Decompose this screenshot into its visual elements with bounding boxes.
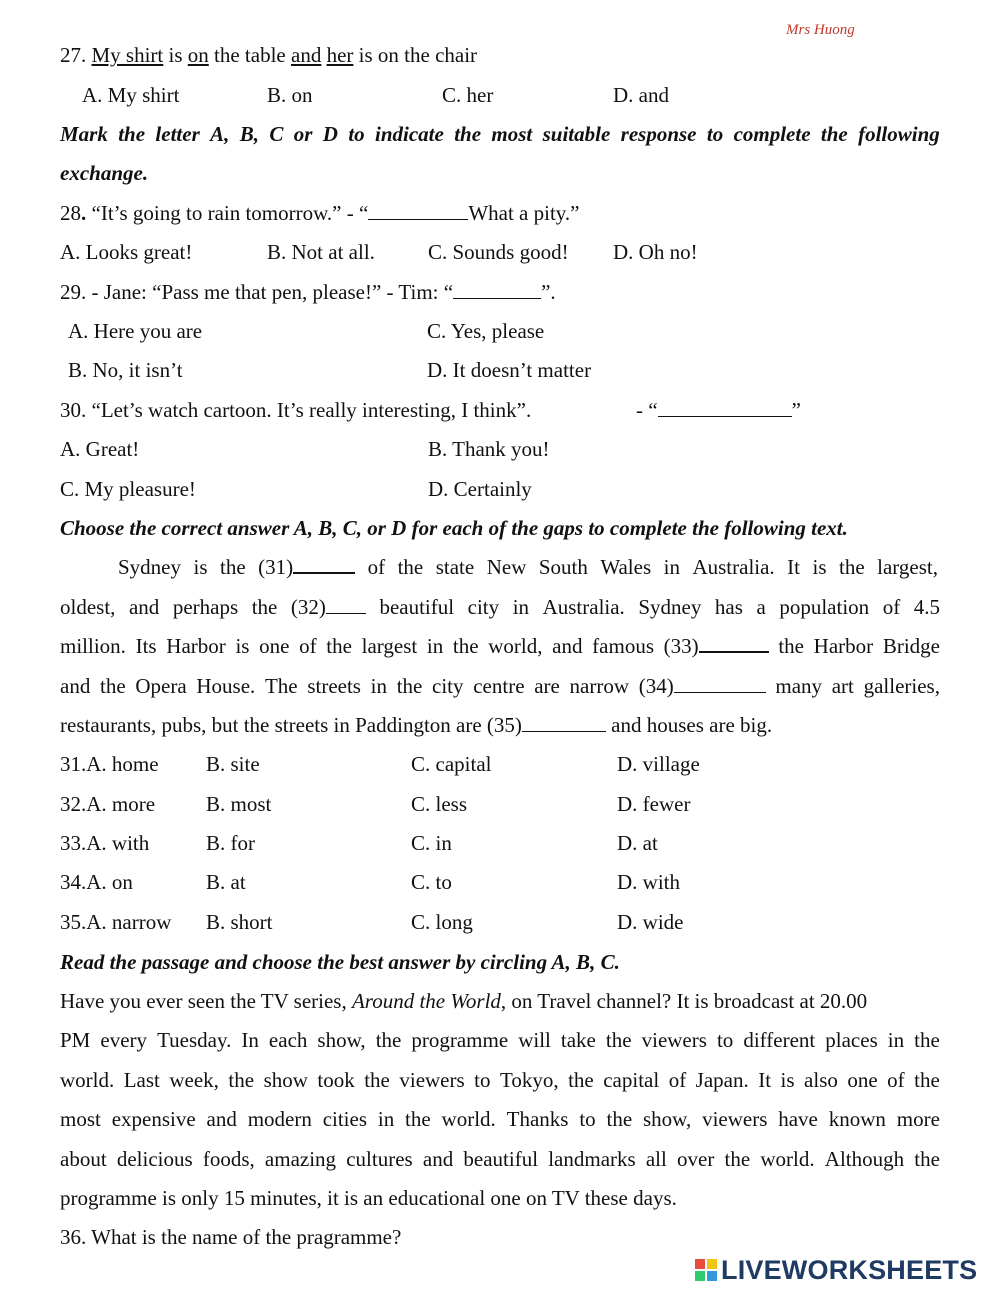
word: B, [239, 122, 259, 146]
word: show, [317, 1028, 366, 1052]
reading-line-5 [60, 1146, 940, 1172]
word: has [714, 595, 743, 619]
section-1-instruction-end: exchange. [60, 161, 149, 185]
liveworksheets-icon [695, 1259, 717, 1281]
word: most [60, 1107, 101, 1131]
word: city [432, 674, 464, 698]
word: took [317, 1068, 355, 1092]
answer-blank [522, 713, 606, 732]
q29-option-d: D. It doesn’t matter [427, 358, 592, 382]
word: of [668, 1068, 687, 1092]
word: the [452, 634, 479, 658]
icon-square-1 [695, 1259, 705, 1269]
word: in [512, 595, 530, 619]
question-27: 27. My shirt is on the table and her is on the chair [60, 43, 478, 67]
word: in [887, 1028, 905, 1052]
q34-option-a: 34.A. on [60, 870, 133, 894]
word: to [706, 122, 724, 146]
word: in [377, 1107, 395, 1131]
word: in [370, 674, 387, 698]
word: every [100, 1028, 148, 1052]
liveworksheets-logo[interactable] [695, 1254, 977, 1286]
word: places [825, 1028, 878, 1052]
word-with-blank [664, 633, 769, 659]
word: It [787, 555, 800, 579]
word: state [435, 555, 475, 579]
q35-option-a: 35.A. narrow [60, 910, 172, 934]
answer-blank [699, 633, 769, 653]
word: following [858, 122, 940, 146]
word: of [299, 634, 317, 658]
word: the [914, 1068, 940, 1092]
word: The [264, 674, 298, 698]
word: one [847, 1068, 878, 1092]
word: in [426, 634, 444, 658]
q27-option-c: C. her [442, 83, 494, 107]
q33-option-c: C. in [411, 831, 452, 855]
word: capital [603, 1068, 660, 1092]
word: It [758, 1068, 772, 1092]
q30-option-c: C. My pleasure! [60, 477, 196, 501]
q32-option-a: 32.A. more [60, 792, 156, 816]
q33-option-a: 33.A. with [60, 831, 150, 855]
passage-line-2 [60, 594, 940, 620]
word: letter [155, 122, 200, 146]
series-title: Around the World [351, 989, 501, 1013]
word: each [268, 1028, 308, 1052]
word: the [838, 555, 865, 579]
word: largest, [877, 555, 938, 579]
word: Mark [60, 122, 108, 146]
word: the [820, 122, 848, 146]
word: the [914, 1028, 940, 1052]
word: C [269, 122, 284, 146]
answer-blank [674, 674, 766, 693]
word: one [259, 634, 290, 658]
word: Bridge [882, 634, 940, 658]
reading-line-6: programme is only 15 minutes, it is an educational one on TV these days. [60, 1186, 677, 1210]
word: show, [643, 1107, 692, 1131]
word: galleries, [863, 674, 940, 698]
brand-name: LIVEWORKSHEETS [721, 1254, 978, 1285]
word: world. [441, 1107, 496, 1131]
q33-option-b: B. for [206, 831, 255, 855]
word: suitable [542, 122, 611, 146]
word: many [775, 674, 823, 698]
q27-option-a: A. My shirt [82, 83, 180, 107]
word: and [552, 634, 583, 658]
word: Wales [600, 555, 652, 579]
word: most [491, 122, 533, 146]
word: expensive [111, 1107, 196, 1131]
word: the [454, 122, 482, 146]
word: A, [210, 122, 230, 146]
word: foods, [202, 1147, 255, 1171]
word: the [375, 1028, 402, 1052]
word: or [293, 122, 313, 146]
word: is [780, 1068, 795, 1092]
word: over [677, 1147, 715, 1171]
word: centre [473, 674, 525, 698]
underlined-and: and [291, 43, 322, 67]
word: the [364, 1068, 390, 1092]
word: narrow [569, 674, 630, 698]
word: cities [322, 1107, 368, 1131]
q35-option-c: C. long [411, 910, 473, 934]
word: viewers [399, 1068, 465, 1092]
word: complete [733, 122, 811, 146]
reading-line-2 [60, 1027, 940, 1053]
word: the [405, 1107, 431, 1131]
word: Sydney [638, 595, 702, 619]
word: population [779, 595, 870, 619]
word: art [831, 674, 854, 698]
q32-option-d: D. fewer [617, 792, 691, 816]
underlined-my-shirt: My shirt [91, 43, 164, 67]
word: Although [824, 1147, 905, 1171]
q30-option-a: A. Great! [60, 437, 140, 461]
word: is [812, 555, 827, 579]
word: Last [123, 1068, 160, 1092]
word: cultures [346, 1147, 413, 1171]
reading-line-1: Have you ever seen the TV series, Around the World, on Travel channel? It is broadcast at 20.00 [60, 989, 868, 1013]
word: world, [488, 634, 543, 658]
word: and [128, 595, 160, 619]
q30-option-d: D. Certainly [428, 477, 532, 501]
icon-square-2 [707, 1259, 717, 1269]
word: the [605, 1028, 632, 1052]
word-with-blank [639, 673, 766, 699]
word: will [518, 1028, 551, 1052]
word: the [326, 634, 352, 658]
q27-option-d: D. and [613, 83, 669, 107]
word: the [397, 555, 424, 579]
word: more [896, 1107, 940, 1131]
passage-line-1 [118, 554, 938, 580]
word: of [882, 595, 901, 619]
word: show [263, 1068, 308, 1092]
word: the [778, 634, 804, 658]
word: (34) [638, 674, 674, 698]
word: South [538, 555, 588, 579]
word: Harbor [166, 634, 226, 658]
word-with-blank [291, 594, 366, 620]
word: Tuesday. [157, 1028, 232, 1052]
word: the [251, 595, 278, 619]
question-28: 28. “It’s going to rain tomorrow.” - “ What a pity.” [60, 201, 580, 225]
word: delicious [116, 1147, 193, 1171]
word: New [486, 555, 527, 579]
question-30-reply: - “ ” [636, 398, 801, 422]
word: the [606, 1107, 633, 1131]
word: Opera [135, 674, 187, 698]
word: about [60, 1147, 107, 1171]
q31-option-d: D. village [617, 752, 700, 776]
word: House. [196, 674, 256, 698]
word: and [60, 674, 91, 698]
word: oldest, [60, 595, 116, 619]
underlined-on: on [187, 43, 209, 67]
q31-option-a: 31.A. home [60, 752, 159, 776]
word: is [193, 555, 208, 579]
word: are [534, 674, 560, 698]
icon-square-4 [707, 1271, 717, 1281]
question-29: 29. - Jane: “Pass me that pen, please!” - Tim: “ ”. [60, 280, 556, 304]
word: world. [60, 1068, 115, 1092]
word: and [422, 1147, 454, 1171]
word: the [724, 1147, 751, 1171]
word: also [804, 1068, 838, 1092]
word: have [778, 1107, 818, 1131]
word: the [219, 555, 246, 579]
word: beautiful [463, 1147, 539, 1171]
word: the [396, 674, 423, 698]
word: all [645, 1147, 667, 1171]
passage-line-5: restaurants, pubs, but the streets in Paddington are (35) and houses are big. [60, 713, 773, 737]
word: beautiful [379, 595, 455, 619]
word: amazing [264, 1147, 337, 1171]
word: (31) [258, 555, 294, 579]
word: the [914, 1147, 940, 1171]
word: PM [60, 1028, 91, 1052]
word: million. [60, 634, 126, 658]
word: 4.5 [913, 595, 940, 619]
word: viewers [641, 1028, 707, 1052]
q27-option-b: B. on [267, 83, 313, 107]
word: Japan. [695, 1068, 749, 1092]
q28-option-c: C. Sounds good! [428, 240, 569, 264]
word: perhaps [172, 595, 239, 619]
word: Its [135, 634, 157, 658]
word: week, [169, 1068, 219, 1092]
word: different [743, 1028, 816, 1052]
word: In [241, 1028, 259, 1052]
q31-option-c: C. capital [411, 752, 492, 776]
word: city [467, 595, 500, 619]
answer-blank [453, 280, 541, 299]
word: take [560, 1028, 596, 1052]
word: of [887, 1068, 905, 1092]
q34-option-c: C. to [411, 870, 452, 894]
word: response [620, 122, 697, 146]
q34-option-b: B. at [206, 870, 246, 894]
word: the [118, 122, 146, 146]
answer-blank [368, 201, 468, 220]
word: to [348, 122, 365, 146]
word: landmarks [548, 1147, 636, 1171]
word: Harbor [813, 634, 874, 658]
q28-option-b: B. Not at all. [267, 240, 375, 264]
word: Australia. [692, 555, 775, 579]
question-36: 36. What is the name of the pragramme? [60, 1225, 402, 1249]
word-with-blank [258, 554, 355, 580]
word: Thanks [506, 1107, 569, 1131]
passage-line-4 [60, 673, 940, 699]
word: modern [247, 1107, 312, 1131]
q35-option-b: B. short [206, 910, 273, 934]
word: known [828, 1107, 886, 1131]
section-2-instruction: Choose the correct answer A, B, C, or D for each of the gaps to complete the following text. [60, 516, 848, 540]
icon-square-3 [695, 1271, 705, 1281]
word: the [228, 1068, 255, 1092]
q34-option-d: D. with [617, 870, 680, 894]
word: of [367, 555, 386, 579]
question-30: 30. “Let’s watch cartoon. It’s really interesting, I think”. [60, 398, 532, 422]
q32-option-b: B. most [206, 792, 272, 816]
answer-blank [293, 554, 355, 574]
answer-blank [658, 398, 792, 417]
q35-option-d: D. wide [617, 910, 684, 934]
word: Sydney [118, 555, 181, 579]
answer-blank [326, 595, 366, 614]
word: in [663, 555, 680, 579]
word: to [474, 1068, 491, 1092]
word: the [100, 674, 126, 698]
word: a [756, 595, 766, 619]
word: (32) [290, 595, 326, 619]
q29-option-a: A. Here you are [68, 319, 203, 343]
underlined-her: her [326, 43, 354, 67]
word: is [235, 634, 250, 658]
q28-option-a: A. Looks great! [60, 240, 193, 264]
word: viewers [702, 1107, 768, 1131]
word: to [579, 1107, 596, 1131]
q33-option-d: D. at [617, 831, 658, 855]
word: Tokyo, [499, 1068, 559, 1092]
q29-option-c: C. Yes, please [427, 319, 545, 343]
reading-line-3 [60, 1067, 940, 1093]
word: famous [592, 634, 654, 658]
word: Australia. [542, 595, 625, 619]
q31-option-b: B. site [206, 752, 260, 776]
word: programme [411, 1028, 509, 1052]
word: D [322, 122, 338, 146]
word: streets [307, 674, 361, 698]
q32-option-c: C. less [411, 792, 468, 816]
word: largest [361, 634, 418, 658]
section-1-instruction [60, 121, 940, 147]
q30-option-b: B. Thank you! [428, 437, 550, 461]
q29-option-b: B. No, it isn’t [68, 358, 183, 382]
word: and [206, 1107, 237, 1131]
section-3-instruction: Read the passage and choose the best answer by circling A, B, C. [60, 950, 620, 974]
q28-option-d: D. Oh no! [613, 240, 698, 264]
word: (33) [663, 634, 699, 658]
word: indicate [375, 122, 444, 146]
word: the [568, 1068, 594, 1092]
word: world. [760, 1147, 815, 1171]
passage-line-3 [60, 633, 940, 659]
word: to [716, 1028, 734, 1052]
reading-line-4 [60, 1106, 940, 1132]
author-label: Mrs Huong [786, 22, 855, 38]
